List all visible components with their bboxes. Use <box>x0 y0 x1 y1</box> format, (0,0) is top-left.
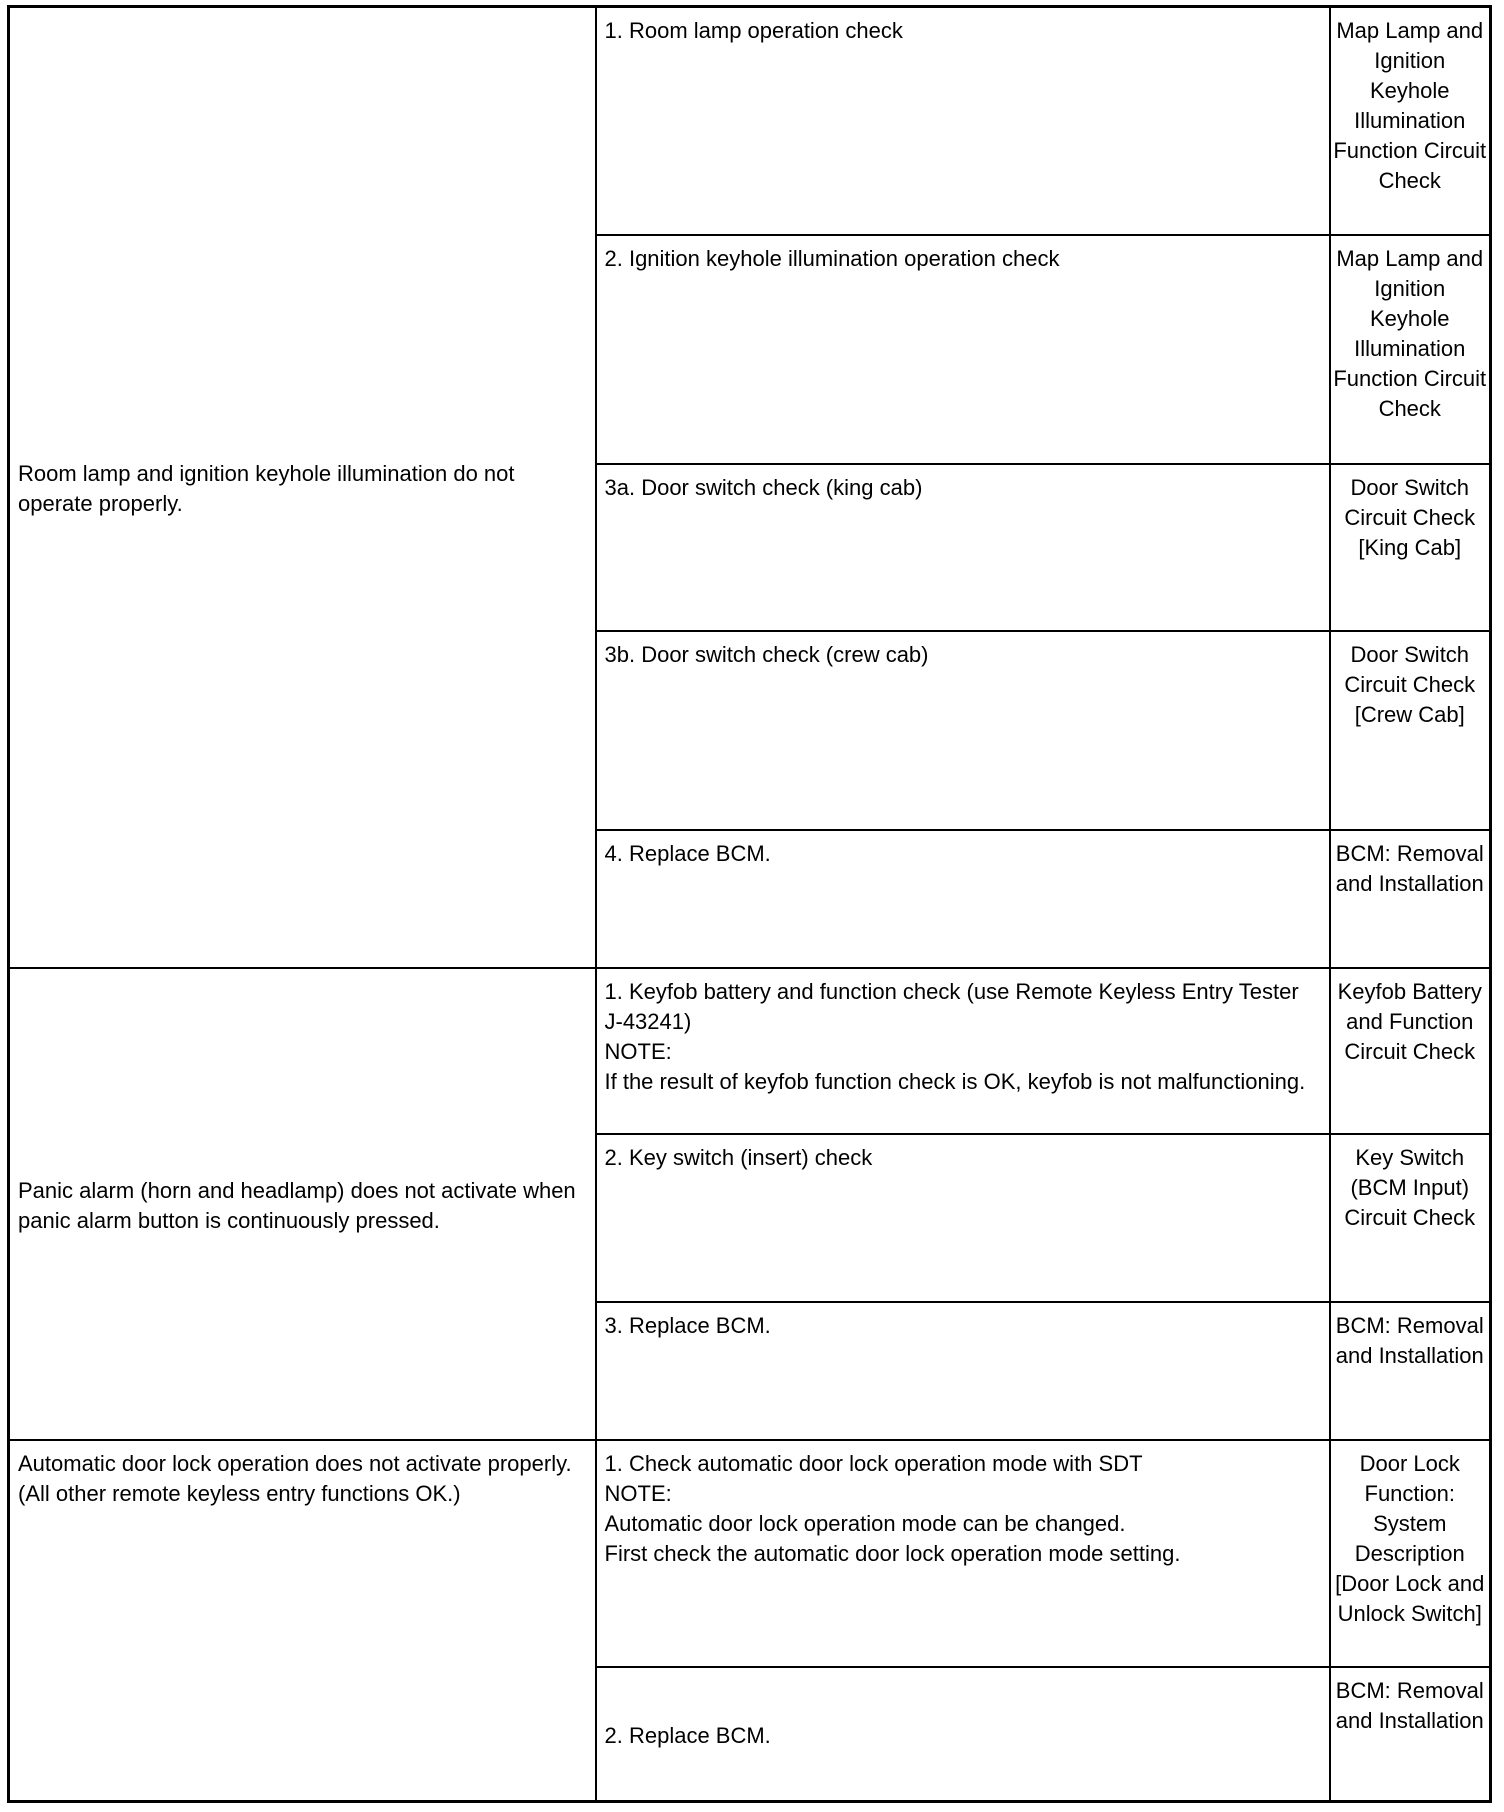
step-text: 4. Replace BCM. <box>604 840 771 866</box>
step-cell <box>596 631 1330 830</box>
reference-link[interactable]: BCM: Removal and Installation <box>1330 1667 1491 1802</box>
symptom-cell <box>9 7 596 968</box>
step-text: 2. Key switch (insert) check <box>604 1144 873 1170</box>
reference-link[interactable]: Door Switch Circuit Check [King Cab] <box>1330 464 1491 631</box>
step-text: 1. Keyfob battery and function check (use Remote Keyless Entry Tester J-43241) <box>604 978 1305 1034</box>
step-cell <box>596 968 1330 1134</box>
symptom-note: (All other remote keyless entry functions OK.) <box>18 1480 461 1506</box>
step-text: 3. Replace BCM. <box>604 1312 771 1338</box>
reference-link[interactable]: Key Switch (BCM Input) Circuit Check <box>1330 1134 1491 1302</box>
reference-link[interactable]: Keyfob Battery and Function Circuit Check <box>1330 968 1491 1134</box>
symptom-cell <box>9 968 596 1440</box>
step-text: 2. Replace BCM. <box>604 1722 771 1748</box>
reference-link[interactable]: Map Lamp and Ignition Keyhole Illumination Function Circuit Check <box>1330 7 1491 235</box>
step-cell <box>596 1302 1330 1440</box>
reference-link[interactable]: Door Lock Function: System Description [Door Lock and Unlock Switch] <box>1330 1440 1491 1667</box>
reference-link[interactable]: Door Switch Circuit Check [Crew Cab] <box>1330 631 1491 830</box>
step-text: 1. Room lamp operation check <box>604 18 903 43</box>
step-cell <box>596 464 1330 631</box>
symptom-text: Automatic door lock operation does not activate properly. <box>18 1450 572 1476</box>
note-label: NOTE: <box>604 1038 672 1064</box>
reference-link[interactable]: Map Lamp and Ignition Keyhole Illumination Function Circuit Check <box>1330 235 1491 464</box>
note-label: NOTE: <box>604 1480 672 1506</box>
symptom-text: Room lamp and ignition keyhole illumination do not operate properly. <box>18 461 515 517</box>
step-cell <box>596 7 1330 235</box>
step-cell <box>596 1134 1330 1302</box>
note-text: First check the automatic door lock operation mode setting. <box>604 1540 1181 1566</box>
table-row <box>9 7 1491 235</box>
step-text: 3a. Door switch check (king cab) <box>604 474 923 500</box>
reference-link[interactable]: BCM: Removal and Installation <box>1330 830 1491 968</box>
symptom-cell <box>9 1440 596 1802</box>
step-text: 2. Ignition keyhole illumination operation check <box>604 245 1060 271</box>
reference-link[interactable]: BCM: Removal and Installation <box>1330 1302 1491 1440</box>
diagnosis-table <box>7 5 1492 1803</box>
symptom-text: Panic alarm (horn and headlamp) does not activate when panic alarm button is continuously pressed. <box>18 1177 576 1233</box>
step-cell <box>596 1440 1330 1667</box>
step-text: 3b. Door switch check (crew cab) <box>604 641 929 667</box>
note-text: Automatic door lock operation mode can be changed. <box>604 1510 1126 1536</box>
table-row <box>9 968 1491 1134</box>
note-text: If the result of keyfob function check is OK, keyfob is not malfunctioning. <box>604 1068 1306 1094</box>
table-row <box>9 1440 1491 1667</box>
step-text: 1. Check automatic door lock operation mode with SDT <box>604 1450 1143 1476</box>
step-cell <box>596 1667 1330 1802</box>
step-cell <box>596 830 1330 968</box>
step-cell <box>596 235 1330 464</box>
